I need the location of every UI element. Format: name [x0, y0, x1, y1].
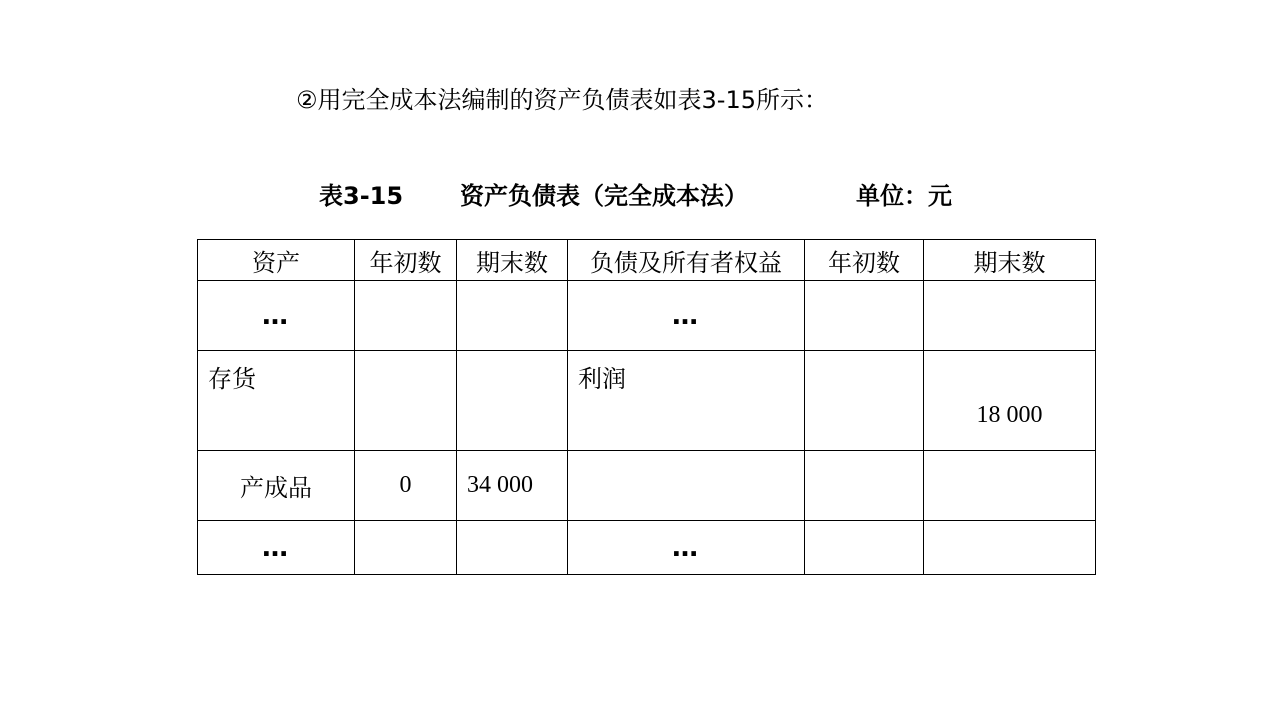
table-number: 表3-15 [319, 182, 404, 210]
table-row [198, 281, 1096, 351]
table-cell [924, 281, 1096, 351]
table-cell [805, 281, 924, 351]
table-cell: 0 [355, 451, 457, 521]
table-row [198, 451, 1096, 521]
table-cell [568, 451, 805, 521]
table-cell: … [198, 521, 355, 575]
table-cell [355, 521, 457, 575]
table-cell [805, 351, 924, 451]
table-cell [457, 351, 568, 451]
table-cell [805, 451, 924, 521]
table-cell [924, 521, 1096, 575]
table-cell [924, 451, 1096, 521]
table-row [198, 351, 1096, 451]
table-cell: 产成品 [198, 451, 355, 521]
header-assets-closing: 期末数 [457, 240, 568, 281]
table-cell [355, 281, 457, 351]
table-cell: … [568, 521, 805, 575]
table-caption [0, 176, 1280, 216]
table-header-row [198, 240, 1096, 281]
table-cell [355, 351, 457, 451]
table-cell: 18 000 [924, 351, 1096, 451]
header-liabilities-closing: 期末数 [924, 240, 1096, 281]
table-cell [457, 281, 568, 351]
balance-sheet-table [197, 239, 1096, 575]
header-assets-opening: 年初数 [355, 240, 457, 281]
table-title: 资产负债表（完全成本法） [460, 182, 748, 210]
table-cell: … [568, 281, 805, 351]
table-cell: 存货 [198, 351, 355, 451]
header-liabilities-opening: 年初数 [805, 240, 924, 281]
table-cell: 34 000 [457, 451, 568, 521]
header-assets: 资产 [198, 240, 355, 281]
table-unit: 单位：元 [856, 182, 952, 210]
table-cell: … [198, 281, 355, 351]
table-cell [805, 521, 924, 575]
intro-text: ②用完全成本法编制的资产负债表如表3-15所示： [296, 86, 828, 114]
table-cell [457, 521, 568, 575]
header-liabilities-equity: 负债及所有者权益 [568, 240, 805, 281]
table-cell: 利润 [568, 351, 805, 451]
table-row [198, 521, 1096, 575]
